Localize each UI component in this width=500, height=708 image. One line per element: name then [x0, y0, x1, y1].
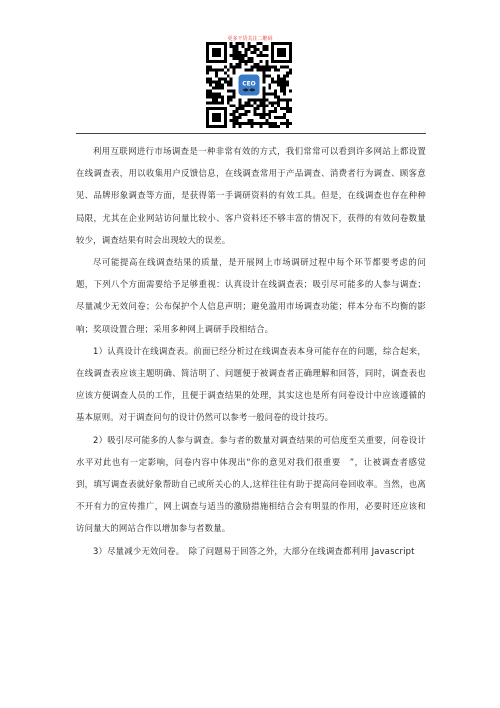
header-divider — [76, 133, 426, 134]
paragraph-2: 尽可能提高在线调查结果的质量，是开展网上市场调研过程中每个环节都要考虑的问题，下列八个方面需要给予足够重视：认真设计在线调查表；吸引尽可能多的人参与调查；尽量减少无效问卷；公布保护个人信息声明；避免滥用市场调查功能；样本分布不均衡的影响；奖项设置合理；采用多种网上调研手段相结合。 — [76, 257, 426, 334]
qr-caption: 更多干货关注二维码 — [227, 36, 273, 42]
qr-logo-text: CEO — [242, 80, 256, 88]
paragraph-3: 1）认真设计在线调查表。前面已经分析过在线调查表本身可能存在的问题，综合起来，在线调查表应该主题明确、简洁明了、问题便于被调查者正确理解和回答，同时，调查表也应该方便调查人员的工作，且便于调查结果的处理，其实这也是所有问卷设计中应该遵循的基本原则。对于调查问句的设计仍然可以参考一般问卷的设计技巧。 — [76, 345, 426, 423]
paragraph-1: 利用互联网进行市场调查是一种非常有效的方式，我们常常可以看到许多网站上都设置在线调查表，用以收集用户反馈信息，在线调查常用于产品调查、消费者行为调查、顾客意见、品牌形象调查等方面，是获得第一手调研资料的有效工具。但是，在线调查也存在种种局限，尤其在企业网站访问量比较小、客户资料还不够丰富的情况下，获得的有效问卷数量较少，调查结果有时会出现较大的误差。 — [76, 146, 426, 245]
paragraph-4: 2）吸引尽可能多的人参与调查。参与者的数量对调查结果的可信度至关重要，问卷设计水平对此也有一定影响，问卷内容中体现出“你的意见对我们很重要 ”，让被调查者感觉到，填写调查表就好象帮助自己或所关心的人,这样往往有助于提高问卷回收率。当然，也离不开有力的宣传推广，网上调查与适当的激励措施相结合会有明显的作用，必要时还应该和访问量大的网站合作以增加参与者数量。 — [76, 434, 426, 534]
paragraph-5: 3）尽量减少无效问卷。 除了问题易于回答之外，大部分在线调查都利用 Javascript — [93, 545, 415, 556]
qr-code-icon — [206, 42, 292, 128]
article-body — [76, 140, 426, 562]
